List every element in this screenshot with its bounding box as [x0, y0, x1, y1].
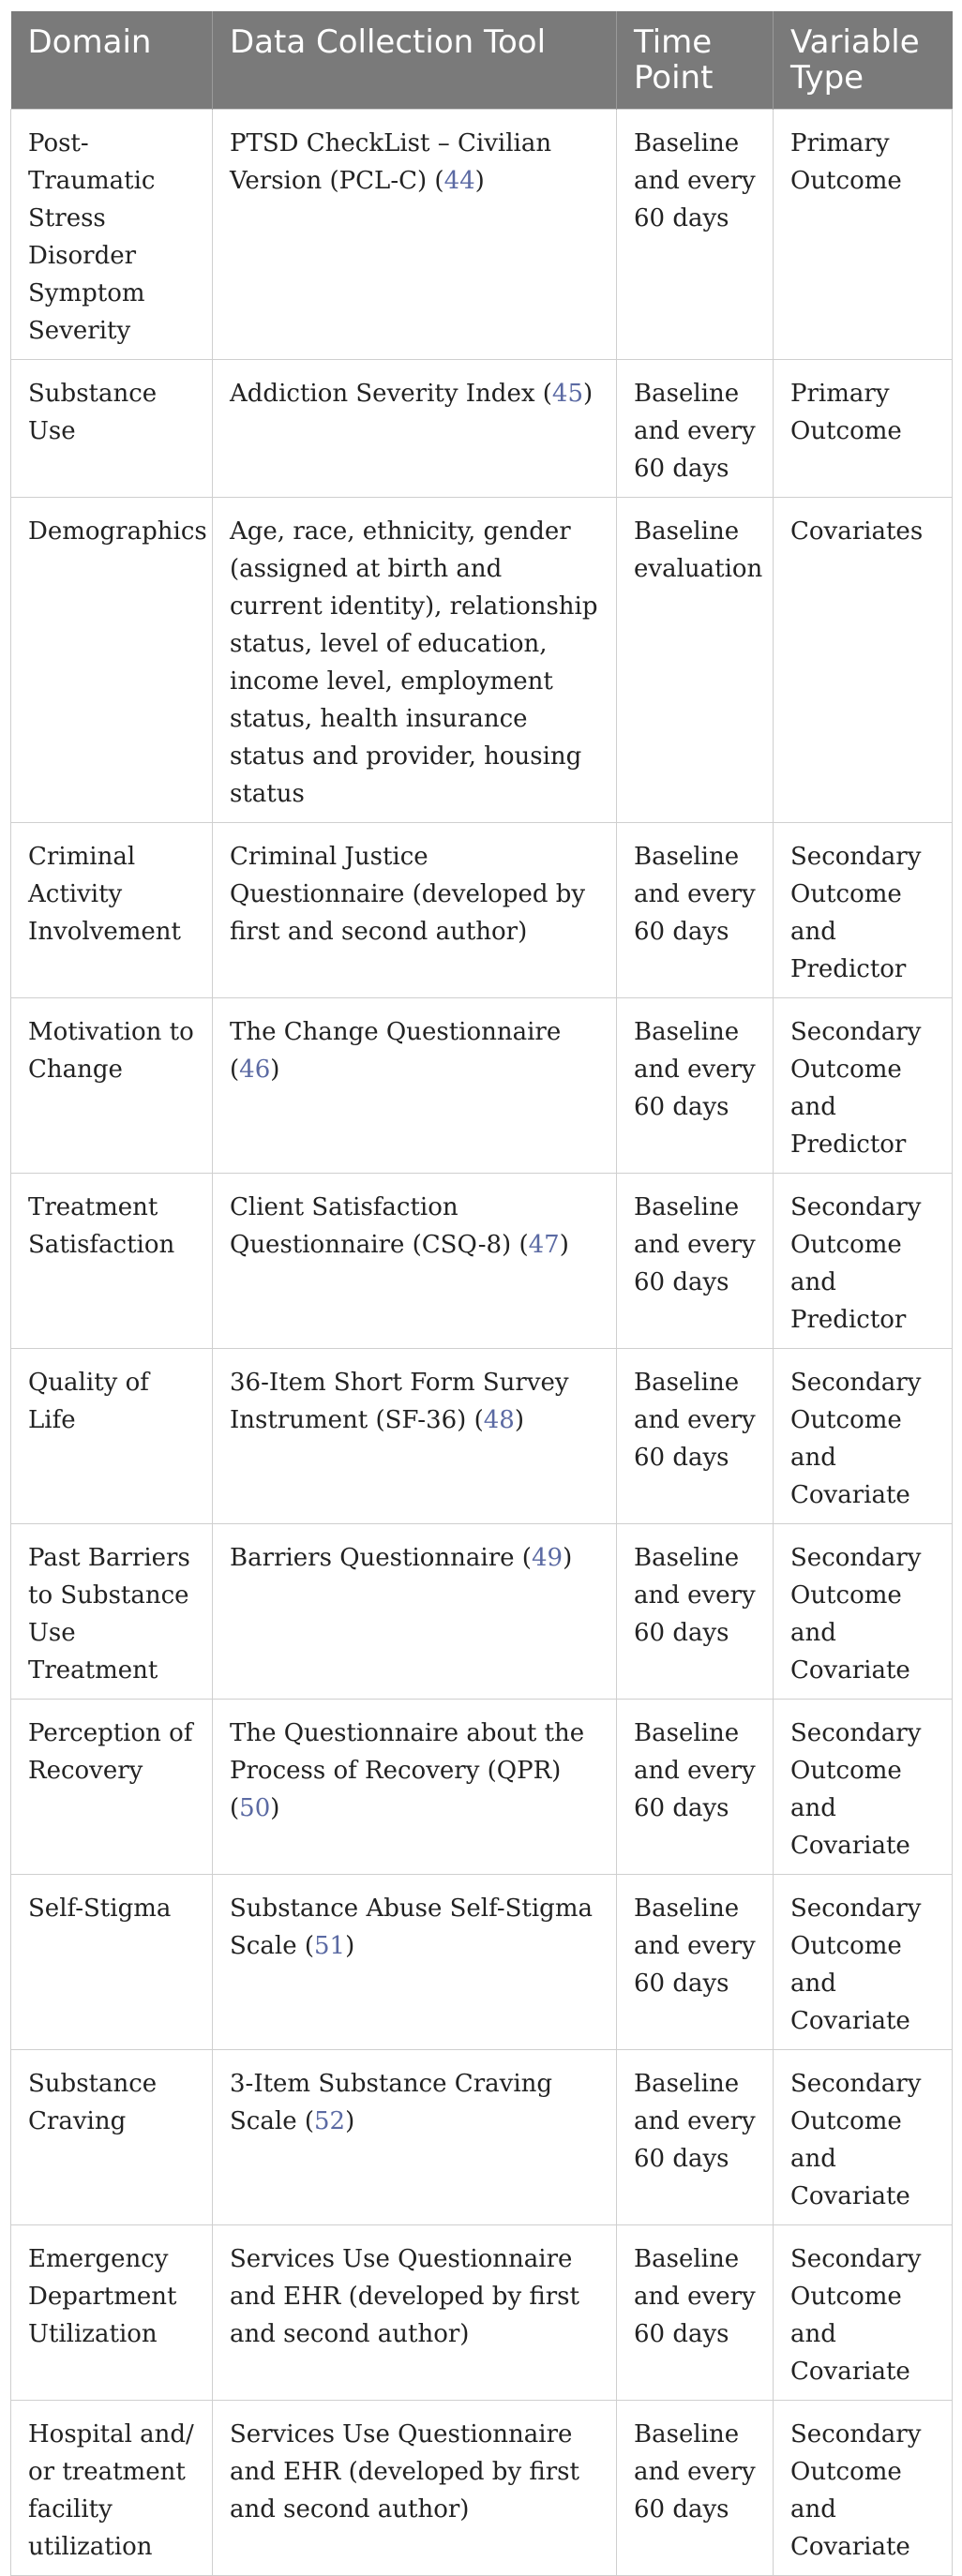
cell-variable-type: Secondary Outcome and Covariate	[774, 1349, 953, 1524]
reference-link[interactable]: 46	[239, 1056, 271, 1084]
measures-table	[10, 11, 953, 2576]
reference-link[interactable]: 44	[443, 167, 475, 195]
tool-name: Criminal Justice Questionnaire (developed by first and second author)	[230, 843, 586, 946]
reference-link[interactable]: 52	[314, 2107, 346, 2135]
table-row	[11, 1174, 953, 1349]
reference-link[interactable]: 45	[551, 380, 584, 408]
cell-time-point: Baseline and every 60 days	[617, 1875, 774, 2050]
tool-name: 36-Item Short Form Survey Instrument (SF-36)	[230, 1369, 569, 1434]
tool-name: Substance Abuse Self-Stigma Scale	[230, 1895, 593, 1960]
reference-link[interactable]: 51	[314, 1932, 346, 1960]
tool-name: Services Use Questionnaire and EHR (developed by first and second author)	[230, 2420, 579, 2524]
cell-time-point: Baseline and every 60 days	[617, 2050, 774, 2225]
cell-domain: Self-Stigma	[11, 1875, 213, 2050]
cell-time-point: Baseline and every 60 days	[617, 823, 774, 998]
reference-link[interactable]: 50	[239, 1794, 271, 1822]
cell-data-collection-tool	[213, 2225, 617, 2401]
cell-variable-type: Secondary Outcome and Covariate	[774, 1700, 953, 1875]
table-row	[11, 360, 953, 498]
reference-link[interactable]: 48	[483, 1406, 515, 1434]
tool-name: The Questionnaire about the Process of Recovery (QPR)	[230, 1719, 585, 1785]
header-variable-type: Variable Type	[774, 11, 953, 110]
cell-data-collection-tool: 3-Item Substance Craving Scale (52)	[213, 2050, 617, 2225]
cell-domain: Criminal Activity Involvement	[11, 823, 213, 998]
cell-variable-type: Primary Outcome	[774, 360, 953, 498]
cell-domain: Hospital and/ or treatment facility utilization	[11, 2401, 213, 2576]
cell-variable-type: Secondary Outcome and Covariate	[774, 2225, 953, 2401]
cell-time-point: Baseline evaluation	[617, 498, 774, 823]
cell-data-collection-tool: Addiction Severity Index (45)	[213, 360, 617, 498]
cell-domain: Quality of Life	[11, 1349, 213, 1524]
cell-data-collection-tool	[213, 823, 617, 998]
tool-name: PTSD CheckList – Civilian Version (PCL-C)	[230, 129, 552, 195]
cell-domain: Motivation to Change	[11, 998, 213, 1174]
cell-data-collection-tool: PTSD CheckList – Civilian Version (PCL-C) (44)	[213, 110, 617, 360]
cell-data-collection-tool	[213, 498, 617, 823]
cell-data-collection-tool: The Change Questionnaire (46)	[213, 998, 617, 1174]
cell-domain: Post-Traumatic Stress Disorder Symptom Severity	[11, 110, 213, 360]
table-row	[11, 1524, 953, 1700]
table-row	[11, 823, 953, 998]
cell-data-collection-tool: The Questionnaire about the Process of Recovery (QPR) (50)	[213, 1700, 617, 1875]
cell-data-collection-tool: Substance Abuse Self-Stigma Scale (51)	[213, 1875, 617, 2050]
cell-time-point: Baseline and every 60 days	[617, 1700, 774, 1875]
table-row	[11, 2225, 953, 2401]
cell-domain: Substance Craving	[11, 2050, 213, 2225]
measures-table-container	[10, 11, 952, 2576]
table-body	[11, 110, 953, 2576]
header-row	[11, 11, 953, 110]
cell-variable-type: Secondary Outcome and Covariate	[774, 1875, 953, 2050]
cell-domain: Demographics	[11, 498, 213, 823]
cell-time-point: Baseline and every 60 days	[617, 2225, 774, 2401]
cell-variable-type: Secondary Outcome and Covariate	[774, 1524, 953, 1700]
table-header	[11, 11, 953, 110]
cell-data-collection-tool: Barriers Questionnaire (49)	[213, 1524, 617, 1700]
cell-time-point: Baseline and every 60 days	[617, 1349, 774, 1524]
cell-domain: Emergency Department Utilization	[11, 2225, 213, 2401]
cell-time-point: Baseline and every 60 days	[617, 110, 774, 360]
header-domain: Domain	[11, 11, 213, 110]
cell-variable-type: Secondary Outcome and Predictor	[774, 823, 953, 998]
cell-domain: Substance Use	[11, 360, 213, 498]
cell-variable-type: Secondary Outcome and Predictor	[774, 998, 953, 1174]
cell-domain: Treatment Satisfaction	[11, 1174, 213, 1349]
table-row	[11, 1875, 953, 2050]
tool-name: 3-Item Substance Craving Scale	[230, 2070, 553, 2135]
reference-link[interactable]: 47	[528, 1231, 560, 1259]
cell-time-point: Baseline and every 60 days	[617, 360, 774, 498]
cell-domain: Perception of Recovery	[11, 1700, 213, 1875]
cell-time-point: Baseline and every 60 days	[617, 998, 774, 1174]
table-row	[11, 498, 953, 823]
table-row	[11, 2050, 953, 2225]
tool-name: Barriers Questionnaire	[230, 1544, 515, 1572]
cell-variable-type: Secondary Outcome and Covariate	[774, 2401, 953, 2576]
tool-name: Client Satisfaction Questionnaire (CSQ-8)	[230, 1193, 512, 1259]
header-time-point: Time Point	[617, 11, 774, 110]
table-row	[11, 2401, 953, 2576]
cell-domain: Past Barriers to Substance Use Treatment	[11, 1524, 213, 1700]
cell-time-point: Baseline and every 60 days	[617, 2401, 774, 2576]
cell-data-collection-tool: 36-Item Short Form Survey Instrument (SF-36) (48)	[213, 1349, 617, 1524]
tool-name: Addiction Severity Index	[230, 380, 535, 408]
tool-name: The Change Questionnaire	[230, 1018, 562, 1046]
cell-variable-type: Covariates	[774, 498, 953, 823]
table-row	[11, 998, 953, 1174]
reference-link[interactable]: 49	[531, 1544, 564, 1572]
cell-time-point: Baseline and every 60 days	[617, 1174, 774, 1349]
cell-time-point: Baseline and every 60 days	[617, 1524, 774, 1700]
cell-variable-type: Primary Outcome	[774, 110, 953, 360]
table-row	[11, 1700, 953, 1875]
cell-variable-type: Secondary Outcome and Covariate	[774, 2050, 953, 2225]
table-row	[11, 1349, 953, 1524]
tool-name: Services Use Questionnaire and EHR (developed by first and second author)	[230, 2245, 579, 2348]
cell-variable-type: Secondary Outcome and Predictor	[774, 1174, 953, 1349]
header-data-collection-tool: Data Collection Tool	[213, 11, 617, 110]
tool-name: Age, race, ethnicity, gender (assigned at birth and current identity), relationship status, level of education, income level, employment status, health insurance status and provider, housing status	[230, 517, 598, 808]
cell-data-collection-tool	[213, 2401, 617, 2576]
table-row	[11, 110, 953, 360]
cell-data-collection-tool: Client Satisfaction Questionnaire (CSQ-8) (47)	[213, 1174, 617, 1349]
